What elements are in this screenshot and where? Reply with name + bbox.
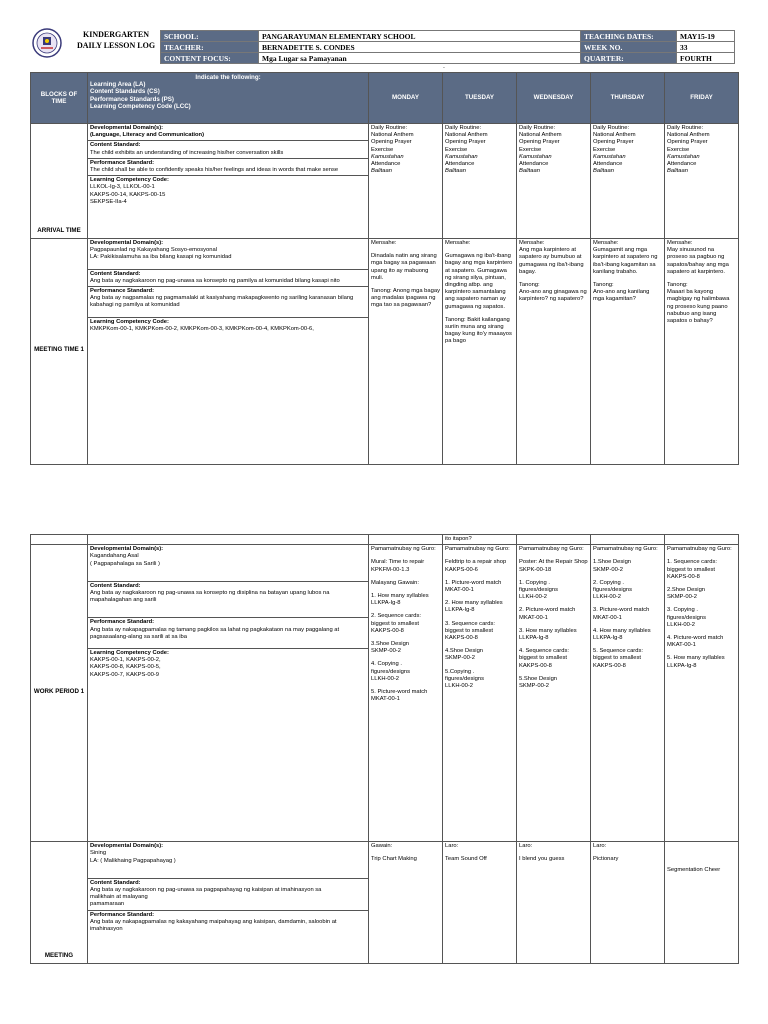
cell-line: Daily Routine: xyxy=(593,125,630,131)
day-header-monday: MONDAY xyxy=(369,73,443,124)
cell-line: Ano-ano ang kanilang mga kagamitan? xyxy=(593,289,650,303)
meeting1-tuesday xyxy=(443,239,517,465)
cell-line: Kamustahan xyxy=(593,153,626,160)
quarter-value: FOURTH xyxy=(677,53,735,64)
meeting2-monday xyxy=(369,842,443,964)
cell-line: LLKH-00-2 xyxy=(667,621,696,628)
cell-line: Attendance xyxy=(519,161,549,168)
day-header-tuesday: TUESDAY xyxy=(443,73,517,124)
cell-line: SKMP-00-2 xyxy=(371,648,401,655)
cell-line: Balitaan xyxy=(371,168,392,175)
cell-line: Laro: xyxy=(593,843,607,850)
dates-label: TEACHING DATES: xyxy=(581,31,677,42)
cell-line: Mensahe: xyxy=(667,240,693,246)
meeting1-monday xyxy=(369,239,443,465)
cell-line: Team Sound Off xyxy=(445,856,487,863)
cell-line: LLKH-00-2 xyxy=(519,594,548,601)
cell-line: National Anthem xyxy=(667,132,710,139)
cell-line: May sinusunod na proseso sa pagbuo ng sapatos/bahay ang mga sapatero at karpintero. xyxy=(667,247,729,275)
cell-line: 5.Copying . figures/designs xyxy=(445,668,484,682)
cell-line: Ano-ano ang ginagawa ng karpintero? ng sapatero? xyxy=(519,289,587,303)
school-label: SCHOOL: xyxy=(161,31,259,42)
cell-line: Mensahe: xyxy=(445,240,471,246)
cell-line: MKAT-00-1 xyxy=(445,587,474,594)
carry-over-text: ito itapon? xyxy=(443,535,517,545)
cell-line: SKMP-00-2 xyxy=(445,655,475,662)
work1-monday xyxy=(369,545,443,842)
cell-line: KAKPS-00-8 xyxy=(445,635,478,642)
cell-line: 3. Sequence cards: biggest to smallest xyxy=(445,620,495,634)
cell-line: SKMP-00-2 xyxy=(593,566,623,573)
arrival-monday xyxy=(369,124,443,239)
week-value: 33 xyxy=(677,42,735,53)
cell-line: 1. How many syllables xyxy=(371,593,429,600)
cell-line: Daily Routine: xyxy=(667,125,704,131)
cell-line: Exercise xyxy=(667,146,690,153)
cell-line: Opening Prayer xyxy=(593,139,634,146)
work1-domain-cell: Developmental Domain(s): Kagandahang Asal ( Pagpapahalaga sa Sarili ) Content Standard: Ang bata ay nagkakaroon ng pag-unawa sa konsepto ng disiplina na batayan upang lubos na mapahalagahan ang sarili Performance Standard: Ang bata ay nakapagpamalas ng tamang pagkilos sa lahat ng pagkakataon na may paggalang at pagsasaalang-alang sa sarili at sa iba Learning Competency Code: KAKPS-00-1, KAKPS-00-2, KAKPS-00-8, KAKPS-00-5, KAKPS-00-7, KAKPS-00-9 xyxy=(88,545,369,842)
block-work-period-1: WORK PERIOD 1 xyxy=(31,545,88,842)
cell-line: Opening Prayer xyxy=(371,139,412,146)
cell-line: Balitaan xyxy=(667,168,688,175)
lesson-table-page1 xyxy=(30,72,739,465)
meeting2-thursday xyxy=(591,842,665,964)
cell-line: MKAT-00-1 xyxy=(667,642,696,649)
cell-line: National Anthem xyxy=(371,132,414,139)
cell-line: Tanong: xyxy=(519,282,540,289)
cell-line: Attendance xyxy=(593,161,623,168)
cell-line: Kamustahan xyxy=(371,153,404,160)
cell-line: LLKPA-Ig-8 xyxy=(371,600,401,607)
cell-line: 3. How many syllables xyxy=(519,627,577,634)
cell-line: Exercise xyxy=(371,146,394,153)
cell-line: Opening Prayer xyxy=(519,139,560,146)
cell-line: LLKPA-Ig-8 xyxy=(445,607,475,614)
cell-line: Segmentation Cheer xyxy=(667,867,721,874)
focus-label: CONTENT FOCUS: xyxy=(161,53,259,64)
cell-line: KAKPS-00-8 xyxy=(519,662,552,669)
cell-line: National Anthem xyxy=(593,132,636,139)
cell-line: Malayang Gawain: xyxy=(371,579,420,586)
cell-line: 3.Shoe Design xyxy=(371,641,410,648)
cell-line: I blend you guess xyxy=(519,856,565,863)
meeting1-friday xyxy=(665,239,739,465)
cell-line: Kamustahan xyxy=(519,153,552,160)
meeting1-wednesday xyxy=(517,239,591,465)
cell-line: Poster: At the Repair Shop xyxy=(519,559,588,566)
cell-line: KPKFM-00-1.3 xyxy=(371,566,410,573)
cell-line: KAKPS-00-8 xyxy=(593,662,626,669)
cell-line: Daily Routine: xyxy=(371,125,408,131)
cell-line: 1.Shoe Design xyxy=(593,559,632,566)
cell-line: Pictionary xyxy=(593,856,619,863)
cell-line: Attendance xyxy=(667,161,697,168)
cell-line: Attendance xyxy=(371,161,401,168)
cell-line: Dinadala natin ang sirang mga bagay sa pagawaan upang ito ay mabuong muli. xyxy=(371,253,437,281)
cell-line: Gawain: xyxy=(371,843,393,850)
cell-line: 5.Shoe Design xyxy=(519,675,558,682)
cell-line: Exercise xyxy=(593,146,616,153)
arrival-thursday xyxy=(591,124,665,239)
quarter-label: QUARTER: xyxy=(581,53,677,64)
cell-line: National Anthem xyxy=(445,132,488,139)
cell-line: 5. How many syllables xyxy=(667,655,725,662)
work1-friday xyxy=(665,545,739,842)
cell-line: 4.Shoe Design xyxy=(445,648,484,655)
cell-line: MKAT-00-1 xyxy=(593,614,622,621)
dates-value: MAY15-19 xyxy=(677,31,735,42)
meeting2-tuesday xyxy=(443,842,517,964)
cell-line: 5. Sequence cards: biggest to smallest xyxy=(593,648,643,662)
cell-line: Mural: Time to repair xyxy=(371,559,425,566)
block-meeting-2: MEETING xyxy=(31,842,88,964)
cell-line: Mensahe: xyxy=(371,240,397,246)
cell-line: 1. Picture-word match xyxy=(445,579,502,586)
arrival-tuesday xyxy=(443,124,517,239)
cell-line: Ang mga karpintero at sapatero ay bumubuo at gumagawa ng iba't-ibang bagay. xyxy=(519,247,584,275)
blocks-of-time-header: BLOCKS OF TIME xyxy=(31,73,88,124)
day-header-thursday: THURSDAY xyxy=(591,73,665,124)
cell-line: Mensahe: xyxy=(593,240,619,246)
cell-line: KAKPS-00-8 xyxy=(371,627,404,634)
cell-line: Pamamatnubay ng Guro: xyxy=(371,546,436,553)
cell-line: Kamustahan xyxy=(445,153,478,160)
meeting2-friday xyxy=(665,842,739,964)
cell-line: Trip Chart Making xyxy=(371,856,417,863)
cell-line: KAKPS-00-6 xyxy=(445,566,478,573)
cell-line: 1. Copying . figures/designs xyxy=(519,579,558,594)
day-header-wednesday: WEDNESDAY xyxy=(517,73,591,124)
cell-line: MKAT-00-1 xyxy=(519,614,548,621)
cell-line: Exercise xyxy=(519,146,542,153)
cell-line: Balitaan xyxy=(519,168,540,175)
week-label: WEEK NO. xyxy=(581,42,677,53)
cell-line: Pamamatnubay ng Guro: xyxy=(519,546,584,553)
meeting2-wednesday xyxy=(517,842,591,964)
work1-thursday xyxy=(591,545,665,842)
cell-line: Laro: xyxy=(445,843,459,850)
cell-line: Balitaan xyxy=(445,168,466,175)
cell-line: Opening Prayer xyxy=(445,139,486,146)
cell-line: Daily Routine: xyxy=(519,125,556,131)
work1-tuesday xyxy=(443,545,517,842)
cell-line: Gumagawa ng iba't-ibang bagay ang mga karpintero at sapatero. Gumagawa ng sirang silya, pintuan, dingding atbp. ang karpintero samantalang ang sapatero naman ay gumagawa ng sapatos. xyxy=(445,253,513,310)
teacher-value: BERNADETTE S. CONDES xyxy=(259,42,581,53)
cell-line: LLKH-00-2 xyxy=(371,675,400,682)
day-header-friday: FRIDAY xyxy=(665,73,739,124)
cell-line: Opening Prayer xyxy=(667,139,708,146)
cell-line: 4. How many syllables xyxy=(593,627,651,634)
cell-line: 3. Picture-word match xyxy=(593,607,650,614)
lesson-log-title: KINDERGARTEN DAILY LESSON LOG xyxy=(76,30,156,50)
meeting1-domain-cell: Developmental Domain(s): Pagpapaunlad ng Kakayahang Sosyo-emosyonal LA: Pakikisalamuha sa iba bilang kasapi ng komunidad Content Standard: Ang bata ay nagkakaroon ng pag-unawa sa konsepto ng pamilya at komunidad bilang kasapi nito Performance Standard: Ang bata ay nagpamalas ng pagmamalaki at kasiyahang makapagkwento ng sariling karanasan bilang kabahagi ng pamilya at komunidad Learning Competency Code: KMKPKom-00-1, KMKPKom-00-2, KMKPKom-00-3, KMKPKom-00-4, KMKPKom-00-6, xyxy=(88,239,369,465)
cell-line: 2. Picture-word match xyxy=(519,607,576,614)
cell-line: Tanong: Bakit kailangang suriin muna ang sirang bagay kung ito'y maaayos pa bago xyxy=(445,316,512,345)
cell-line: Gumagamit ang mga karpintero at sapatero ng iba't-ibang kagamitan sa kanilang trabaho. xyxy=(593,247,658,275)
cell-line: Balitaan xyxy=(593,168,614,175)
arrival-wednesday xyxy=(517,124,591,239)
block-arrival-time: ARRIVAL TIME xyxy=(31,124,88,239)
stray-dot: . xyxy=(443,63,445,70)
cell-line: Attendance xyxy=(445,161,475,168)
cell-line: LLKH-00-2 xyxy=(593,594,622,601)
meeting1-thursday xyxy=(591,239,665,465)
cell-line: MKAT-00-1 xyxy=(371,696,400,703)
work1-wednesday xyxy=(517,545,591,842)
cell-line: 2. How many syllables xyxy=(445,600,503,607)
cell-line: 3. Copying . figures/designs xyxy=(667,607,706,621)
cell-line: Tanong: xyxy=(667,282,688,289)
teacher-label: TEACHER: xyxy=(161,42,259,53)
cell-line: SKMP-00-2 xyxy=(667,594,697,601)
cell-line: 4. Sequence cards: biggest to smallest xyxy=(519,648,569,662)
arrival-friday xyxy=(665,124,739,239)
cell-line: 2.Shoe Design xyxy=(667,587,706,594)
school-value: PANGARAYUMAN ELEMENTARY SCHOOL xyxy=(259,31,581,42)
cell-line: Kamustahan xyxy=(667,153,700,160)
cell-line: 2. Copying . figures/designs xyxy=(593,579,632,594)
cell-line: Mensahe: xyxy=(519,240,545,246)
cell-line: SKMP-00-2 xyxy=(519,683,549,690)
block-meeting-time-1: MEETING TIME 1 xyxy=(31,239,88,465)
arrival-domain-cell: Developmental Domain(s): (Language, Literacy and Communication) Content Standard: The child exhibits an understanding of increasing his/her conversation skills Performance Standard: The child shall be able to confidently speaks his/her feelings and ideas in words that make sense Learning Competency Code: LLKOL-Ig-3, LLKOL-00-1 KAKPS-00-14, KAKPS-00-15 SEKPSE-IIa-4 xyxy=(88,124,369,239)
cell-line: Tanong: xyxy=(593,282,614,289)
cell-line: Pamamatnubay ng Guro: xyxy=(445,546,510,553)
lesson-table-page2 xyxy=(30,534,739,964)
cell-line: LLKH-00-2 xyxy=(445,683,474,690)
meeting2-domain-cell: Developmental Domain(s): Sining LA: ( Malikhaing Pagpapahayag ) Content Standard: Ang bata ay nagkakaroon ng pag-unawa sa pagpapahayag ng kaisipan at imahinasyon sa malikhain at malayang pamamaraan Performance Standard: Ang bata ay nakapagpamalas ng kakayahang maipahayag ang kaisipan, damdamin, saloobin at imahinasyon xyxy=(88,842,369,964)
cell-line: LLKPA-Ig-8 xyxy=(519,635,549,642)
cell-line: National Anthem xyxy=(519,132,562,139)
header-info-table xyxy=(160,30,735,64)
focus-value: Mga Lugar sa Pamayanan xyxy=(259,53,581,64)
cell-line: 5. Picture-word match xyxy=(371,689,428,696)
cell-line: Tanong: Anong mga bagay ang madalas ipagawa ng mga tao sa pagawaan? xyxy=(371,288,440,309)
cell-line: LLKPA-Ig-8 xyxy=(593,635,623,642)
cell-line: 4. Picture-word match xyxy=(667,635,724,642)
cell-line: LLKPA-Ig-8 xyxy=(667,662,697,669)
indicate-header: Indicate the following: Learning Area (LA) Content Standards (CS) Performance Standards (PS) Learning Competency Code (LCC) xyxy=(88,73,369,124)
deped-seal-icon xyxy=(32,28,62,58)
cell-line: Laro: xyxy=(519,843,533,850)
cell-line: Pamamatnubay ng Guro: xyxy=(593,546,658,553)
cell-line: KAKPS-00-8 xyxy=(667,573,700,580)
cell-line: Maaari ba kayong magbigay ng halimbawa ng proseso kung paano nabubuo ang isang sapatos o bahay? xyxy=(667,289,730,325)
cell-line: Feldtrip to a repair shop xyxy=(445,559,507,566)
cell-line: Pamamatnubay ng Guro: xyxy=(667,546,732,553)
cell-line: 1. Sequence cards: biggest to smallest xyxy=(667,559,717,573)
cell-line: 2. Sequence cards: biggest to smallest xyxy=(371,613,421,627)
cell-line: SKPK-00-18 xyxy=(519,566,552,573)
cell-line: 4. Copying . figures/designs xyxy=(371,661,410,675)
cell-line: Daily Routine: xyxy=(445,125,482,131)
cell-line: Exercise xyxy=(445,146,468,153)
